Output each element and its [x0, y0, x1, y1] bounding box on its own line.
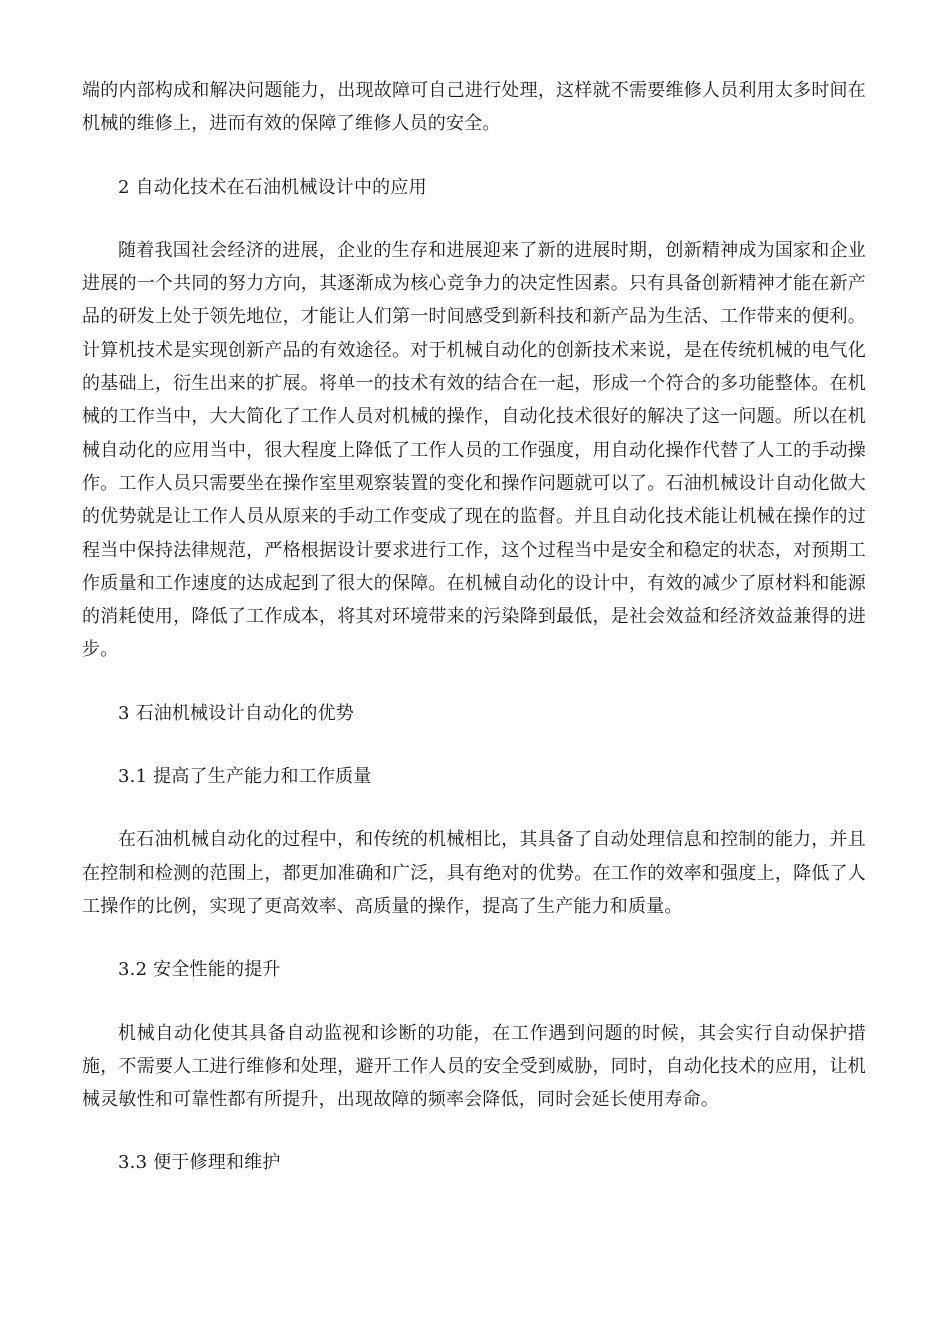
subsection-heading-3-1: 3.1 提高了生产能力和工作质量	[118, 766, 372, 788]
document-page	[82, 74, 866, 1210]
paragraph-productivity: 在石油机械自动化的过程中，和传统的机械相比，其具备了自动处理信息和控制的能力，并且在控制和检测的范围上，都更加准确和广泛，具有绝对的优势。在工作的效率和强度上，降低了人工操作的比例，实现了更高效率、高质量的操作，提高了生产能力和质量。	[82, 829, 866, 917]
subsection-heading-3-2: 3.2 安全性能的提升	[118, 959, 281, 981]
paragraph-safety: 机械自动化使其具备自动监视和诊断的功能，在工作遇到问题的时候，其会实行自动保护措施，不需要人工进行维修和处理，避开工作人员的安全受到威胁，同时，自动化技术的应用，让机械灵敏性和可靠性都有所提升，出现故障的频率会降低，同时会延长使用寿命。	[82, 1022, 866, 1111]
subsection-heading-3-3: 3.3 便于修理和维护	[118, 1152, 281, 1174]
section-heading-2: 2 自动化技术在石油机械设计中的应用	[118, 176, 427, 198]
paragraph-automation-application: 随着我国社会经济的进展，企业的生存和进展迎来了新的进展时期，创新精神成为国家和企业进展的一个共同的努力方向，其逐渐成为核心竞争力的决定性因素。只有具备创新精神才能在新产品的研发上处于领先地位，才能让人们第一时间感受到新科技和新产品为生活、工作带来的便利。计算机技术是实现创新产品的有效途径。对于机械自动化的创新技术来说，是在传统机械的电气化的基础上，衍生出来的扩展。将单一的技术有效的结合在一起，形成一个符合的多功能整体。在机械的工作当中，大大简化了工作人员对机械的操作，自动化技术很好的解决了这一问题。所以在机械自动化的应用当中，很大程度上降低了工作人员的工作强度，用自动化操作代替了人工的手动操作。工作人员只需要坐在操作室里观察装置的变化和操作问题就可以了。石油机械设计自动化做大的优势就是让工作人员从原来的手动工作变成了现在的监督。并且自动化技术能让机械在操作的过程当中保持法律规范，严格根据设计要求进行工作，这个过程当中是安全和稳定的状态，对预期工作质量和工作速度的达成起到了很大的保障。在机械自动化的设计中，有效的减少了原材料和能源的消耗使用，降低了工作成本，将其对环境带来的污染降到最低，是社会效益和经济效益兼得的进步。	[82, 239, 866, 661]
paragraph-continued: 端的内部构成和解决问题能力，出现故障可自己进行处理，这样就不需要维修人员利用太多时间在机械的维修上，进而有效的保障了维修人员的安全。	[82, 80, 866, 135]
section-heading-3: 3 石油机械设计自动化的优势	[118, 702, 354, 724]
